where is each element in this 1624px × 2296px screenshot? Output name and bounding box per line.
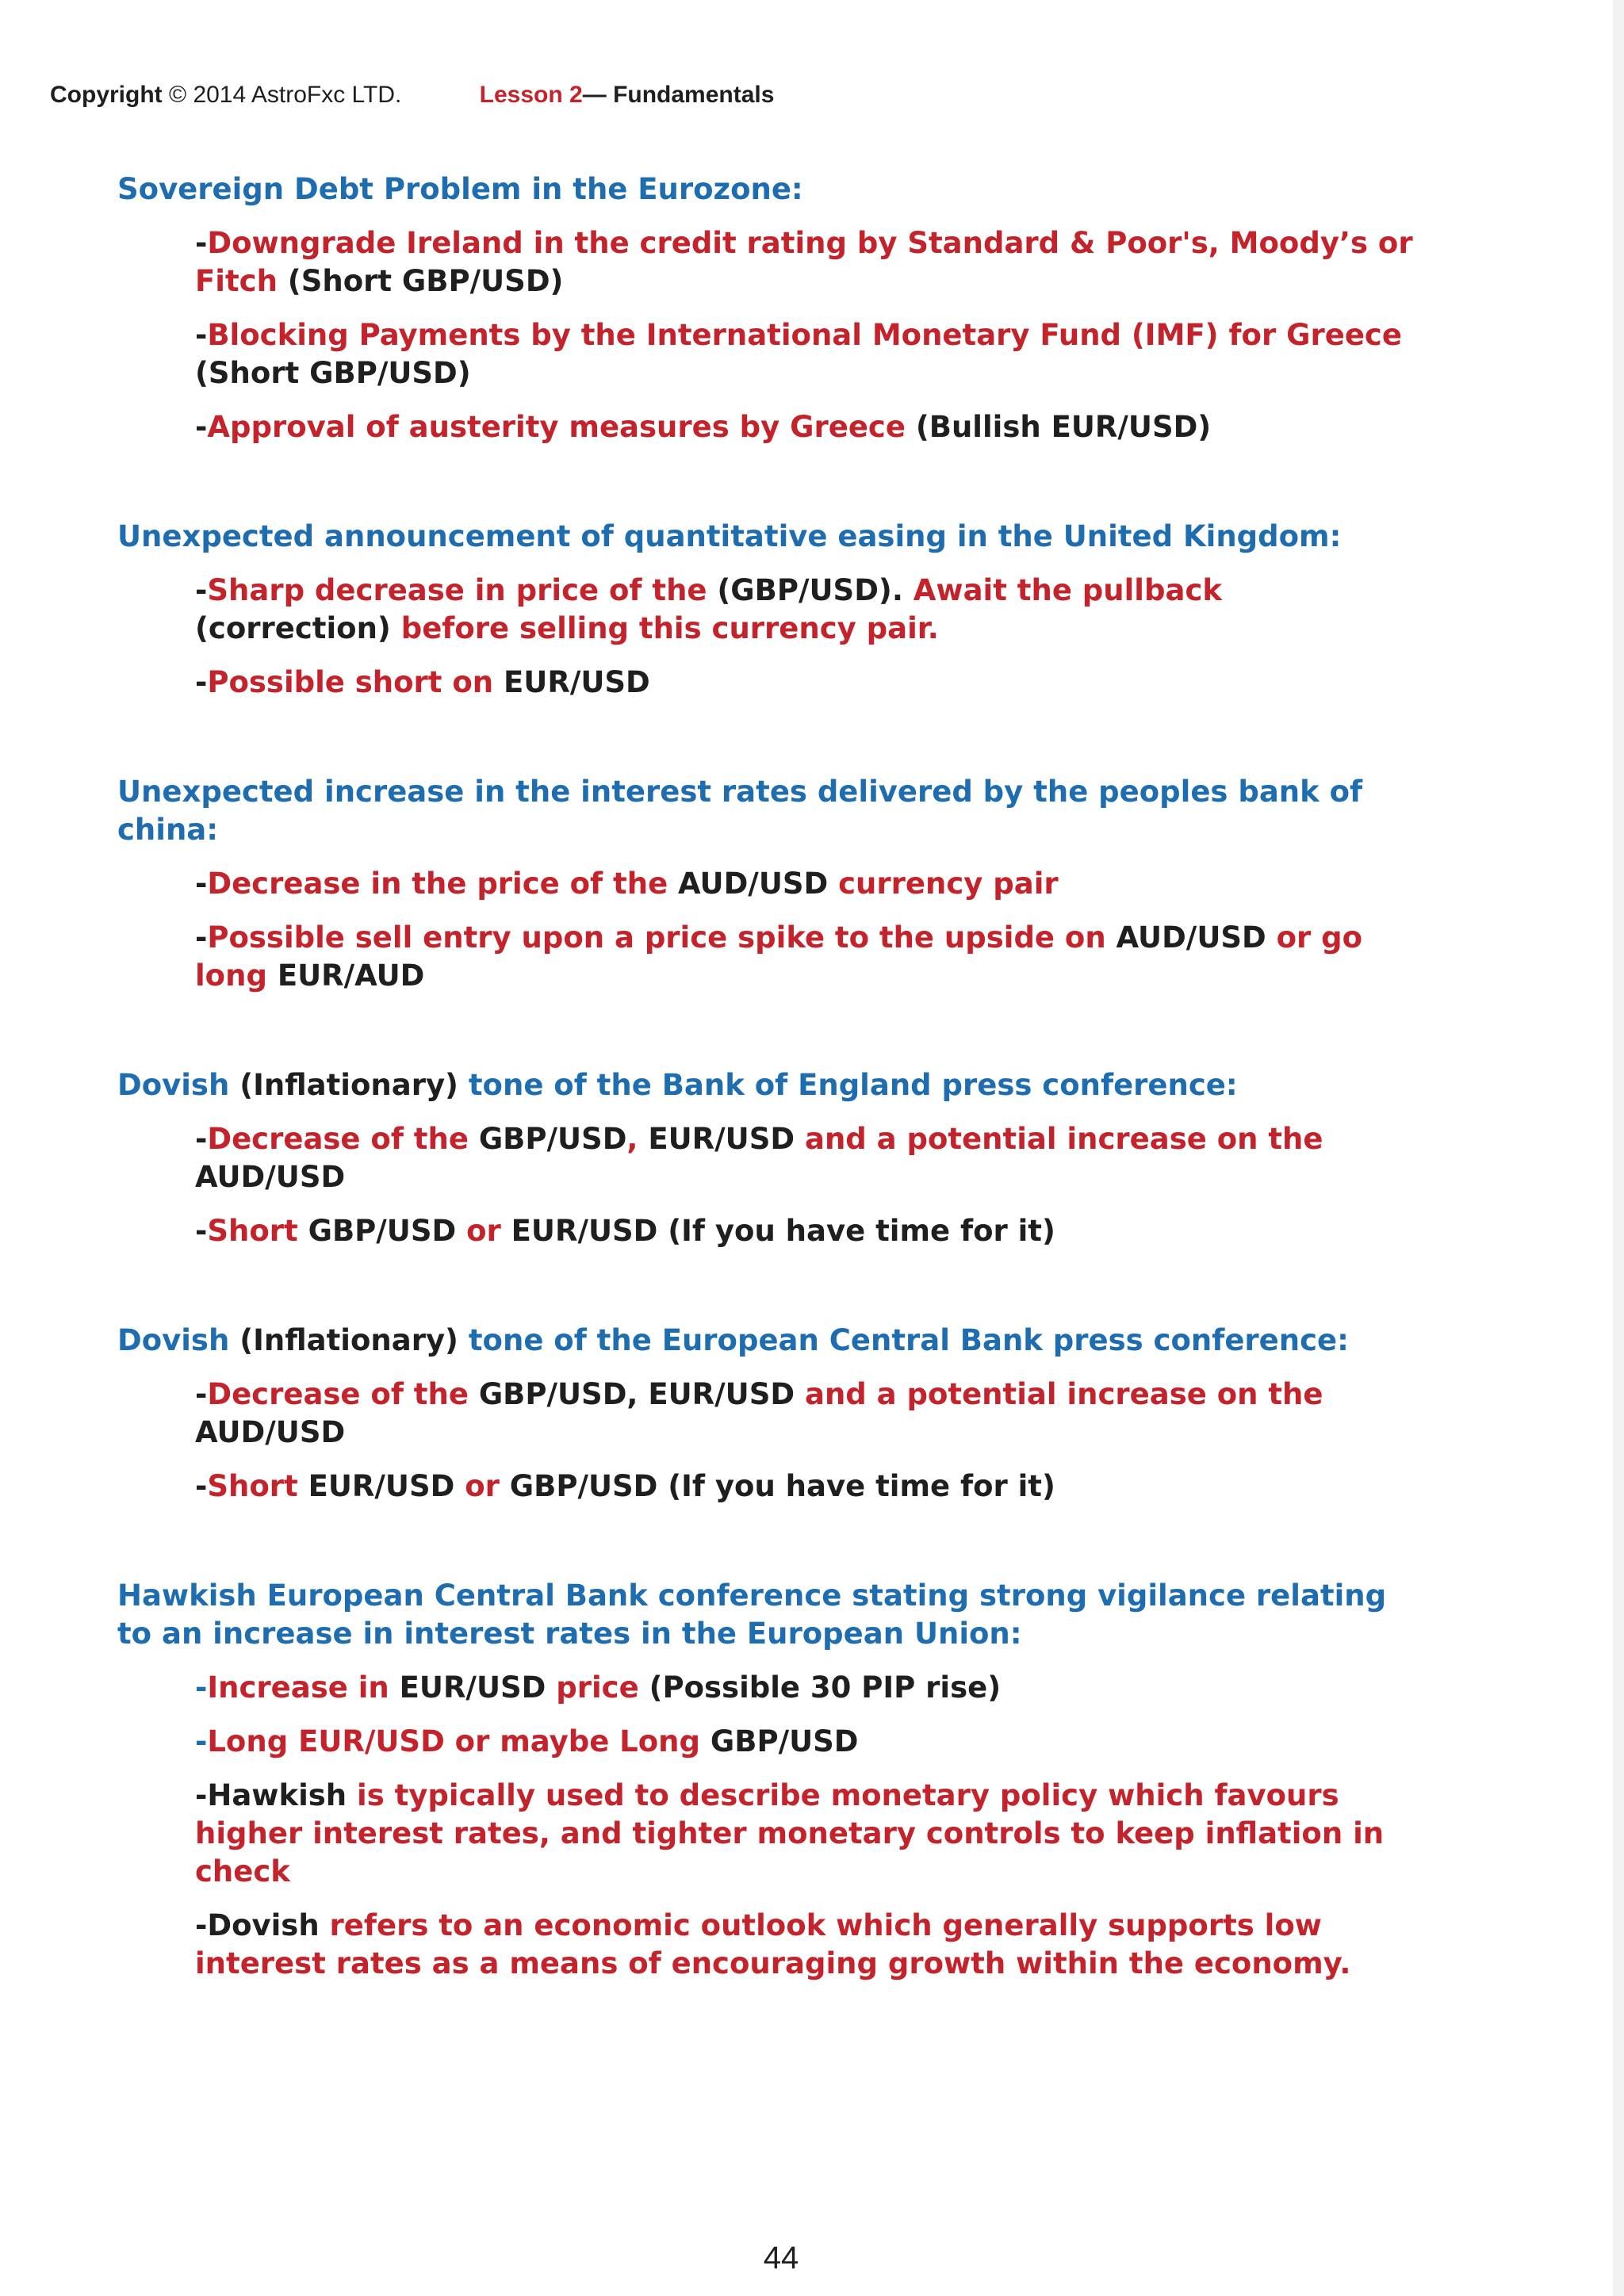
bullet-text: , xyxy=(626,1122,649,1156)
section-heading: Unexpected announcement of quantitative easing in the United Kingdom: xyxy=(117,519,1342,553)
bullet-text: Possible sell entry upon a price spike to the upside on xyxy=(207,920,1116,955)
heading-text: tone of the Bank of England press conference: xyxy=(458,1068,1238,1102)
copyright-label: Copyright xyxy=(50,82,163,108)
bullet-text: or xyxy=(454,1469,510,1503)
bullet-dash: - xyxy=(195,318,208,352)
bullet-dash: - xyxy=(195,573,208,607)
definition-term: -Hawkish xyxy=(195,1778,347,1812)
bullet-text: before selling this currency pair. xyxy=(390,611,939,645)
bullet-pair: EUR/USD (If you have time for it) xyxy=(511,1214,1055,1248)
bullet-pair: (Short GBP/USD) xyxy=(195,356,471,390)
definition-text: is typically used to describe monetary policy which favours higher interest rates, and tighter monetary controls to keep inflation in check xyxy=(195,1778,1385,1888)
bullet-text: or xyxy=(456,1214,511,1248)
bullet-text: Downgrade Ireland in the credit rating by Standard & Poor's, Moody’s or Fitch xyxy=(195,226,1413,298)
bullet-note: (correction) xyxy=(195,611,391,645)
list-item xyxy=(195,1120,1418,1196)
list-item xyxy=(195,572,1418,648)
bullet-text: Sharp decrease in price of the xyxy=(207,573,718,607)
page-edge-shadow xyxy=(1613,0,1624,2296)
bullet-pair: AUD/USD xyxy=(195,1415,346,1449)
bullet-pair: GBP/USD xyxy=(478,1122,627,1156)
section-heading: Hawkish European Central Bank conference stating strong vigilance relating to an increase in interest rates in the European Union: xyxy=(117,1578,1387,1651)
list-item xyxy=(195,919,1418,995)
bullet-text: price xyxy=(546,1670,649,1705)
bullet-pair: GBP/USD (If you have time for it) xyxy=(509,1469,1055,1503)
bullet-text: Decrease of the xyxy=(207,1122,479,1156)
list-item xyxy=(195,408,1418,446)
bullet-pair: (Bullish EUR/USD) xyxy=(905,410,1212,444)
bullet-pair: (Short GBP/USD) xyxy=(277,264,564,298)
bullet-dash: - xyxy=(195,1670,208,1705)
definition-term: -Dovish xyxy=(195,1908,320,1942)
heading-note: (Inflationary) xyxy=(239,1068,458,1102)
bullet-pair: GBP/USD xyxy=(308,1214,457,1248)
list-item xyxy=(195,1376,1418,1452)
bullet-dash: - xyxy=(195,1122,208,1156)
bullet-dash: - xyxy=(195,1724,208,1758)
bullet-text: Long EUR/USD or maybe Long xyxy=(207,1724,710,1758)
list-item xyxy=(195,1777,1418,1891)
page-header xyxy=(50,79,774,111)
list-item xyxy=(195,316,1418,392)
lesson-title: — Fundamentals xyxy=(582,82,775,108)
bullet-pair: AUD/USD xyxy=(1116,920,1266,955)
bullet-dash: - xyxy=(195,665,208,699)
bullet-pair: EUR/USD xyxy=(648,1122,795,1156)
definition-text: refers to an economic outlook which generally supports low interest rates as a means of encouraging growth within the economy. xyxy=(195,1908,1351,1980)
section-ecb-hawkish xyxy=(117,1577,1418,1983)
bullet-dash: - xyxy=(195,410,208,444)
bullet-text: Approval of austerity measures by Greece xyxy=(207,410,906,444)
bullet-text: currency pair xyxy=(828,867,1059,901)
list-item xyxy=(195,865,1418,903)
section-heading xyxy=(117,1066,1418,1104)
bullet-dash: - xyxy=(195,920,208,955)
bullet-text: Short xyxy=(207,1214,308,1248)
heading-text: tone of the European Central Bank press conference: xyxy=(458,1323,1349,1357)
list-item xyxy=(195,1669,1418,1707)
document-body xyxy=(117,170,1418,1999)
section-heading xyxy=(117,1322,1418,1360)
bullet-text: and a potential increase on the xyxy=(795,1377,1323,1411)
list-item xyxy=(195,664,1418,702)
list-item xyxy=(195,1723,1418,1761)
bullet-pair: EUR/AUD xyxy=(277,959,425,993)
list-item xyxy=(195,1212,1418,1250)
section-ecb-dovish xyxy=(117,1322,1418,1506)
bullet-text: and a potential increase on the xyxy=(795,1122,1323,1156)
bullet-pair: EUR/USD xyxy=(504,665,650,699)
bullet-text: Decrease in the price of the xyxy=(207,867,679,901)
section-sovereign-debt xyxy=(117,170,1418,446)
list-item xyxy=(195,224,1418,300)
bullet-pair: GBP/USD xyxy=(710,1724,859,1758)
bullet-text: Blocking Payments by the International Monetary Fund (IMF) for Greece xyxy=(207,318,1402,352)
bullet-text: Short xyxy=(207,1469,308,1503)
bullet-pair: EUR/USD xyxy=(308,1469,455,1503)
lesson-heading xyxy=(480,82,775,108)
bullet-text: or go long xyxy=(195,920,1363,993)
bullet-pair: AUD/USD xyxy=(195,1160,346,1194)
list-item xyxy=(195,1468,1418,1506)
bullet-text: Increase in xyxy=(207,1670,400,1705)
heading-note: (Inflationary) xyxy=(239,1323,458,1357)
bullet-dash: - xyxy=(195,1214,208,1248)
bullet-pair: AUD/USD xyxy=(678,867,829,901)
lesson-label: Lesson 2 xyxy=(479,82,583,108)
list-item xyxy=(195,1907,1418,1983)
bullet-pair: EUR/USD xyxy=(399,1670,546,1705)
bullet-pair: GBP/USD, EUR/USD xyxy=(478,1377,795,1411)
heading-keyword: Dovish xyxy=(117,1323,240,1357)
bullet-dash: - xyxy=(195,1469,208,1503)
bullet-dash: - xyxy=(195,867,208,901)
bullet-pair: (GBP/USD). xyxy=(717,573,903,607)
bullet-dash: - xyxy=(195,226,208,260)
section-boe-dovish xyxy=(117,1066,1418,1250)
bullet-text: Await the pullback xyxy=(902,573,1222,607)
heading-keyword: Dovish xyxy=(117,1068,240,1102)
bullet-text: Possible short on xyxy=(207,665,504,699)
section-pboc-rates xyxy=(117,773,1418,995)
copyright-text: © 2014 AstroFxc LTD. xyxy=(169,82,402,108)
section-quantitative-easing xyxy=(117,518,1418,702)
page-number: 44 xyxy=(763,2241,799,2275)
bullet-text: Decrease of the xyxy=(207,1377,479,1411)
bullet-dash: - xyxy=(195,1377,208,1411)
bullet-note: (Possible 30 PIP rise) xyxy=(649,1670,1002,1705)
section-heading: Sovereign Debt Problem in the Eurozone: xyxy=(117,172,803,206)
section-heading: Unexpected increase in the interest rates delivered by the peoples bank of china: xyxy=(117,775,1363,847)
